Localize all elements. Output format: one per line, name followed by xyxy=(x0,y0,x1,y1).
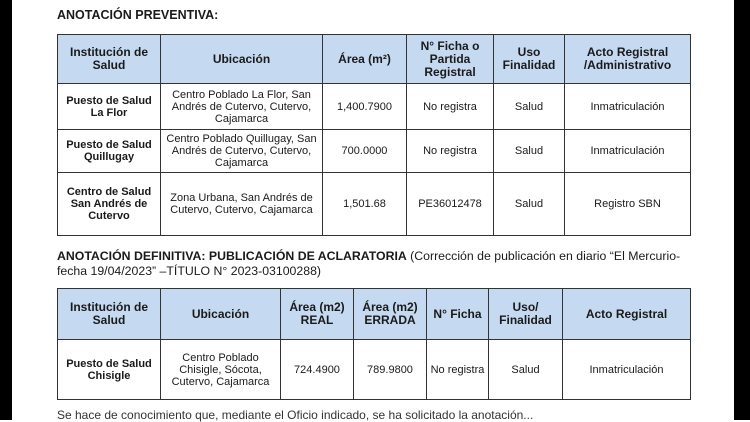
col-header-use: Uso/ Finalidad xyxy=(489,289,563,340)
cell-area: 700.0000 xyxy=(323,130,407,173)
table-row xyxy=(58,84,691,130)
col-header-record: N° Ficha xyxy=(427,289,489,340)
table-row xyxy=(58,340,691,400)
cell-record: No registra xyxy=(407,130,494,173)
footer-text: Se hace de conocimiento que, mediante el Oficio indicado, se ha solicitado la anotación... xyxy=(57,408,534,422)
left-black-edge xyxy=(0,0,12,420)
col-header-area-wrong: Área (m2) ERRADA xyxy=(354,289,427,340)
cell-use: Salud xyxy=(494,173,565,236)
cell-record: No registra xyxy=(407,84,494,130)
cell-location: Centro Poblado Chisigle, Sócota, Cutervo, Cajamarca xyxy=(161,340,281,400)
cell-location: Centro Poblado La Flor, San Andrés de Cutervo, Cutervo, Cajamarca xyxy=(161,84,323,130)
cell-location: Zona Urbana, San Andrés de Cutervo, Cutervo, Cajamarca xyxy=(161,173,323,236)
right-black-edge xyxy=(734,0,750,420)
definitive-heading-bold: ANOTACIÓN DEFINITIVA: PUBLICACIÓN DE ACLARATORIA xyxy=(57,249,407,263)
cell-record: PE36012478 xyxy=(407,173,494,236)
cell-act: Registro SBN xyxy=(565,173,691,236)
cell-act: Inmatriculación xyxy=(565,84,691,130)
definitive-table xyxy=(57,288,691,400)
col-header-act: Acto Registral xyxy=(563,289,691,340)
cell-use: Salud xyxy=(489,340,563,400)
col-header-act: Acto Registral /Administrativo xyxy=(565,35,691,84)
col-header-record: N° Ficha o Partida Registral xyxy=(407,35,494,84)
cell-record: No registra xyxy=(427,340,489,400)
cell-location: Centro Poblado Quillugay, San Andrés de Cutervo, Cutervo, Cajamarca xyxy=(161,130,323,173)
cell-use: Salud xyxy=(494,130,565,173)
col-header-use: Uso Finalidad xyxy=(494,35,565,84)
col-header-location: Ubicación xyxy=(161,35,323,84)
col-header-institution: Institución de Salud xyxy=(58,289,161,340)
col-header-area: Área (m²) xyxy=(323,35,407,84)
preventive-heading: ANOTACIÓN PREVENTIVA: xyxy=(57,8,219,22)
cell-area-real: 724.4900 xyxy=(281,340,354,400)
col-header-area-real: Área (m2) REAL xyxy=(281,289,354,340)
cell-institution: Puesto de Salud Quillugay xyxy=(58,130,161,173)
table-header-row xyxy=(58,35,691,84)
definitive-heading xyxy=(57,249,697,279)
definitive-heading-note: (Corrección de publicación en diario “El Mercurio- fecha 19/04/2023” –TÍTULO N° 2023-03100288) xyxy=(57,249,681,278)
cell-area-wrong: 789.9800 xyxy=(354,340,427,400)
cell-area: 1,400.7900 xyxy=(323,84,407,130)
col-header-location: Ubicación xyxy=(161,289,281,340)
cell-institution: Puesto de Salud La Flor xyxy=(58,84,161,130)
cell-act: Inmatriculación xyxy=(563,340,691,400)
table-row xyxy=(58,130,691,173)
cell-act: Inmatriculación xyxy=(565,130,691,173)
preventive-table xyxy=(57,34,691,236)
cell-area: 1,501.68 xyxy=(323,173,407,236)
cell-institution: Puesto de Salud Chisigle xyxy=(58,340,161,400)
cell-institution: Centro de Salud San Andrés de Cutervo xyxy=(58,173,161,236)
col-header-institution: Institución de Salud xyxy=(58,35,161,84)
table-row xyxy=(58,173,691,236)
table-header-row xyxy=(58,289,691,340)
cell-use: Salud xyxy=(494,84,565,130)
